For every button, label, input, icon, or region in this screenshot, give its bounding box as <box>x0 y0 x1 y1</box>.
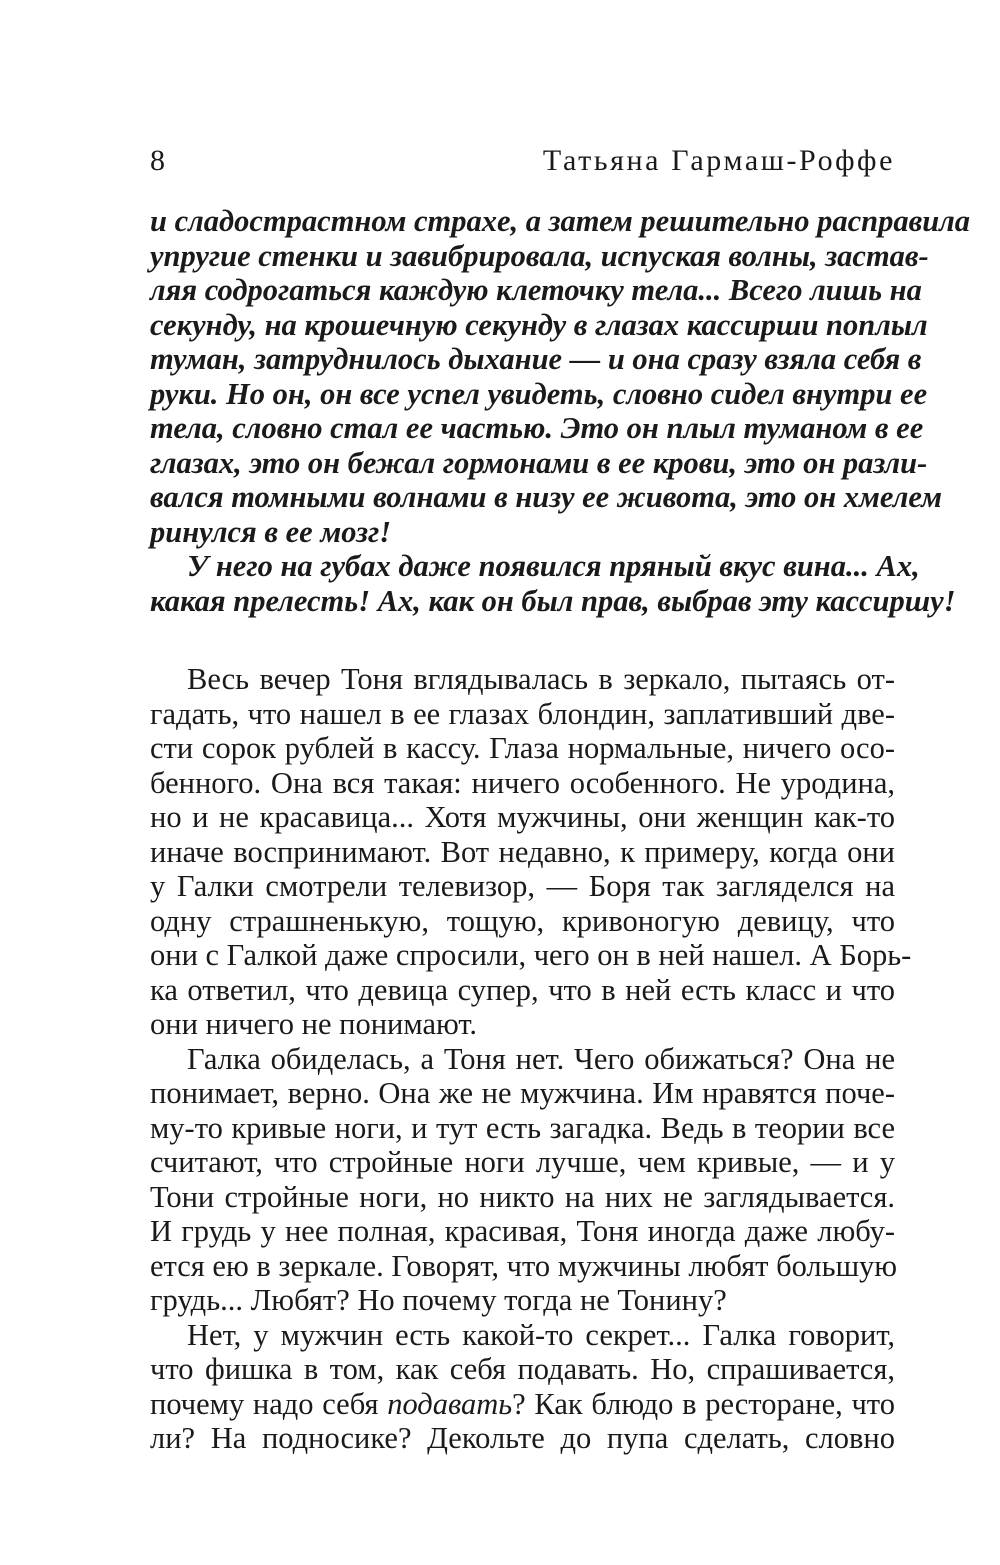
paragraph-1 <box>150 662 912 1042</box>
text-line: ка ответил, что девица супер, что в ней есть класс и что <box>150 972 895 1007</box>
page-number: 8 <box>150 144 165 177</box>
italic-paragraph-2 <box>150 549 956 618</box>
text-line: Галка обиделась, а Тоня нет. Чего обижаться? Она не <box>187 1041 895 1076</box>
text-line: сти сорок рублей в кассу. Глаза нормальные, ничего осо- <box>150 731 895 765</box>
text-line: грудь... Любят? Но почему тогда не Тонину? <box>150 1283 727 1317</box>
text-line: что фишка в том, как себя подавать. Но, спрашивается, <box>150 1352 895 1386</box>
text-line: понимает, верно. Она же не мужчина. Им нравятся поче- <box>150 1076 895 1110</box>
text-fragment: почему надо себя <box>150 1386 388 1421</box>
text-line: Нет, у мужчин есть какой-то секрет... Галка говорит, <box>187 1317 895 1352</box>
text-line: иначе воспринимают. Вот недавно, к примеру, когда они <box>150 834 895 869</box>
text-line: какая прелесть! Ах, как он был прав, выбрав эту кассиршу! <box>150 583 956 618</box>
text-line: Тони стройные ноги, но никто на них не заглядывается. <box>150 1179 895 1214</box>
text-line: но и не красавица... Хотя мужчины, они женщин как-то <box>150 800 895 834</box>
running-head-author: Татьяна Гармаш-Роффе <box>542 144 895 177</box>
running-head <box>150 144 895 184</box>
text-line: ли? На подносике? Декольте до пупа сделать, словно <box>150 1421 895 1455</box>
text-line: ринулся в ее мозг! <box>150 514 392 549</box>
text-line: И грудь у нее полная, красивая, Тоня иногда даже любу- <box>150 1214 895 1248</box>
text-line: тела, словно стал ее частью. Это он плыл туманом в ее <box>150 411 924 445</box>
text-line: гадать, что нашел в ее глазах блондин, заплативший две- <box>150 696 895 731</box>
paragraph-2 <box>150 1041 898 1318</box>
text-line: ется ею в зеркале. Говорят, что мужчины любят большую <box>150 1248 898 1283</box>
text-line: одну страшненькую, тощую, кривоногую девицу, что <box>150 903 895 938</box>
text-line: считают, что стройные ноги лучше, чем кривые, — и у <box>150 1145 895 1179</box>
paragraph-3 <box>150 1318 895 1456</box>
text-line: У него на губах даже появился пряный вкус вина... Ах, <box>187 549 920 583</box>
text-line: вался томными волнами в низу ее живота, это он хмелем <box>150 480 943 514</box>
text-line: Весь вечер Тоня вглядывалась в зеркало, пытаясь от- <box>187 662 895 696</box>
text-line: и сладострастном страхе, а затем решительно расправила <box>150 204 971 238</box>
text-line-with-emphasis <box>150 1387 895 1422</box>
text-line: они с Галкой даже спросили, чего он в ней нашел. А Борь- <box>150 938 912 972</box>
text-line: секунду, на крошечную секунду в глазах кассирши поплыл <box>150 307 928 342</box>
italic-passage <box>150 204 971 618</box>
text-line: руки. Но он, он все успел увидеть, словно сидел внутри ее <box>150 376 928 411</box>
italic-paragraph-1 <box>150 204 971 549</box>
text-line: туман, затруднилось дыхание — и она сразу взяла себя в <box>150 342 922 376</box>
emphasized-word: подавать <box>387 1386 513 1421</box>
main-passage <box>150 662 912 1456</box>
text-line: бенного. Она вся такая: ничего особенного. Не уродина, <box>150 765 895 800</box>
text-line: му-то кривые ноги, и тут есть загадка. Ведь в теории все <box>150 1110 895 1145</box>
text-fragment: ? Как блюдо в ресторане, что <box>512 1386 895 1421</box>
text-line: упругие стенки и завибрировала, испуская волны, застав- <box>150 238 929 273</box>
text-line: ляя содрогаться каждую клеточку тела... Всего лишь на <box>150 273 922 307</box>
text-line: они ничего не понимают. <box>150 1007 478 1041</box>
text-line: глазах, это он бежал гормонами в ее крови, это он разли- <box>150 445 928 480</box>
text-line: у Галки смотрели телевизор, — Боря так загляделся на <box>150 869 895 903</box>
